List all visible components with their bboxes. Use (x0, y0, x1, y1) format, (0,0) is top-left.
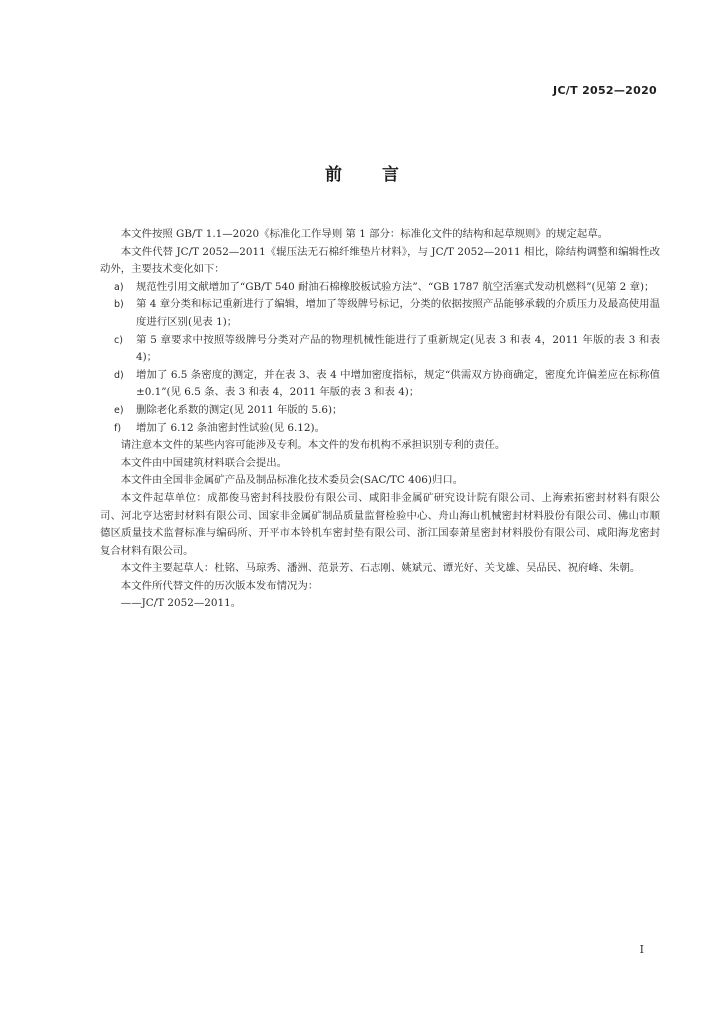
list-item (100, 367, 660, 402)
paragraph-committee: 本文件由全国非金属矿产品及制品标准化技术委员会(SAC/TC 406)归口。 (120, 474, 464, 487)
list-item-text: 增加了 6.12 条油密封性试验(见 6.12)。 (136, 421, 325, 434)
list-item (100, 279, 660, 297)
list-marker: b) (114, 299, 124, 311)
list-item-text: 规范性引用文献增加了“GB/T 540 耐油石棉橡胶板试验方法”、“GB 1787 航空活塞式发动机燃料”(见第 2 章)； (136, 280, 655, 293)
paragraph-drafting-units: 本文件起草单位：成都俊马密封科技股份有限公司、咸阳非金属矿研究设计院有限公司、上海索拓密封材料有限公司、河北亨达密封材料有限公司、国家非金属矿制品质量监督检验中心、舟山海山机械密封材料股份有限公司、佛山市顺德区质量技术监督标准与编码所、开平市本铃机车密封垫有限公司、浙江国泰萧星密封材料股份有限公司、咸阳海龙密封复合材料有限公司。 (100, 491, 660, 557)
list-marker: f) (114, 422, 122, 434)
list-item-text: 第 5 章要求中按照等级牌号分类对产品的物理机械性能进行了重新规定(见表 3 和表 4，2011 年版的表 3 和表 4)； (136, 333, 660, 364)
standard-code: JC/T 2052—2020 (553, 84, 657, 97)
paragraph-history-intro: 本文件所代替文件的历次版本发布情况为： (120, 579, 319, 592)
list-marker: a) (114, 281, 124, 293)
list-marker: c) (114, 334, 123, 346)
paragraph-patent-notice: 请注意本文件的某些内容可能涉及专利。本文件的发布机构不承担识别专利的责任。 (120, 439, 506, 452)
list-item-text: 删除老化系数的测定(见 2011 年版的 5.6)； (136, 403, 343, 416)
page-title: 前言 (325, 165, 439, 185)
paragraph-drafting-rules: 本文件按照 GB/T 1.1—2020《标准化工作导则 第 1 部分：标准化文件的结构和起草规则》的规定起草。 (120, 228, 609, 240)
paragraph-proposer: 本文件由中国建筑材料联合会提出。 (120, 456, 288, 469)
paragraph-drafters: 本文件主要起草人：杜铭、马琼秀、潘洲、范景芳、石志刚、姚斌元、谭光好、关戈雄、吴品民、祝府峰、朱朝。 (120, 562, 641, 575)
page-number: I (639, 943, 644, 956)
list-item-text: 第 4 章分类和标记重新进行了编辑，增加了等级牌号标记，分类的依据按照产品能够承载的介质压力及最高使用温度进行区别(见表 1)； (136, 298, 660, 328)
list-item (100, 332, 660, 367)
paragraph-replacement: 本文件代替 JC/T 2052—2011《辊压法无石棉纤维垫片材料》，与 JC/T 2052—2011 相比，除结构调整和编辑性改动外，主要技术变化如下： (100, 245, 660, 276)
list-marker: d) (114, 369, 124, 381)
list-marker: e) (114, 404, 124, 416)
list-item (100, 402, 660, 420)
list-item-text: 增加了 6.5 条密度的测定，并在表 3、表 4 中增加密度指标，规定“供需双方协商确定，密度允许偏差应在标称值±0.1”(见 6.5 条、表 3 和表 4，2011 年版的表 3 和表 4)； (136, 368, 660, 399)
list-item (100, 296, 660, 331)
list-item (100, 420, 660, 438)
paragraph-history-item: ——JC/T 2052—2011。 (120, 597, 242, 610)
foreword-body (100, 226, 660, 613)
changes-list (100, 279, 660, 437)
